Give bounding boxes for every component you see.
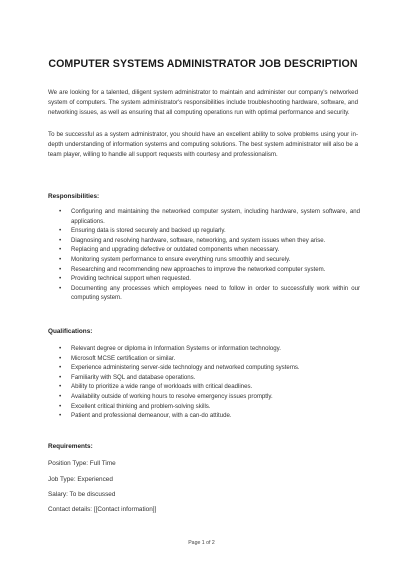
requirements-heading: Requirements:: [48, 443, 93, 450]
qualifications-list: [48, 344, 360, 421]
list-item: • Familiarity with SQL and database operations.: [48, 373, 360, 383]
list-item: • Excellent critical thinking and problem-solving skills.: [48, 402, 360, 412]
responsibilities-list: [48, 207, 360, 303]
list-item: • Documenting any processes which employees need to follow in order to successfully work within our computing system.: [48, 284, 360, 303]
list-item: • Microsoft MCSE certification or similar.: [48, 354, 360, 364]
intro-paragraph-2: To be successful as a system administrator, you should have an excellent ability to solve problems using your in-depth understanding of information systems and computing solutions. The best system administrator will also be a team player, willing to handle all support requests with courtesy and professionalism.: [48, 131, 358, 159]
list-item: • Patient and professional demeanour, with a can-do attitude.: [48, 411, 360, 421]
list-item: • Relevant degree or diploma in Information Systems or information technology.: [48, 344, 360, 354]
page-number: Page 1 of 2: [188, 540, 215, 546]
list-item: • Replacing and upgrading defective or outdated components when necessary.: [48, 245, 360, 255]
salary: Salary: To be discussed: [48, 491, 116, 498]
list-item: • Ensuring data is stored securely and backed up regularly.: [48, 226, 360, 236]
position-type: Position Type: Full Time: [48, 460, 116, 467]
list-item: • Configuring and maintaining the networked computer system, including hardware, system software, and applications.: [48, 207, 360, 226]
responsibilities-heading: Responsibilities:: [48, 193, 100, 200]
job-type: Job Type: Experienced: [48, 476, 113, 483]
contact-details: Contact details: [[Contact information]]: [48, 506, 157, 513]
list-item: • Providing technical support when requested.: [48, 274, 360, 284]
document-title: COMPUTER SYSTEMS ADMINISTRATOR JOB DESCRIPTION: [48, 58, 358, 70]
qualifications-heading: Qualifications:: [48, 328, 93, 335]
list-item: • Ability to prioritize a wide range of workloads with critical deadlines.: [48, 382, 360, 392]
list-item: • Researching and recommending new approaches to improve the networked computer system.: [48, 265, 360, 275]
list-item: • Experience administering server-side technology and networked computing systems.: [48, 363, 360, 373]
list-item: • Diagnosing and resolving hardware, software, networking, and system issues when they arise.: [48, 236, 360, 246]
list-item: • Monitoring system performance to ensure everything runs smoothly and securely.: [48, 255, 360, 265]
list-item: • Availability outside of working hours to resolve emergency issues promptly.: [48, 392, 360, 402]
intro-paragraph-1: We are looking for a talented, diligent system administrator to maintain and administer our company's networked system of computers. The system administrator's responsibilities include troubleshooting hardware, software, and networking issues, as well as ensuring that all computing operations run with optimal performance and security.: [48, 89, 358, 117]
